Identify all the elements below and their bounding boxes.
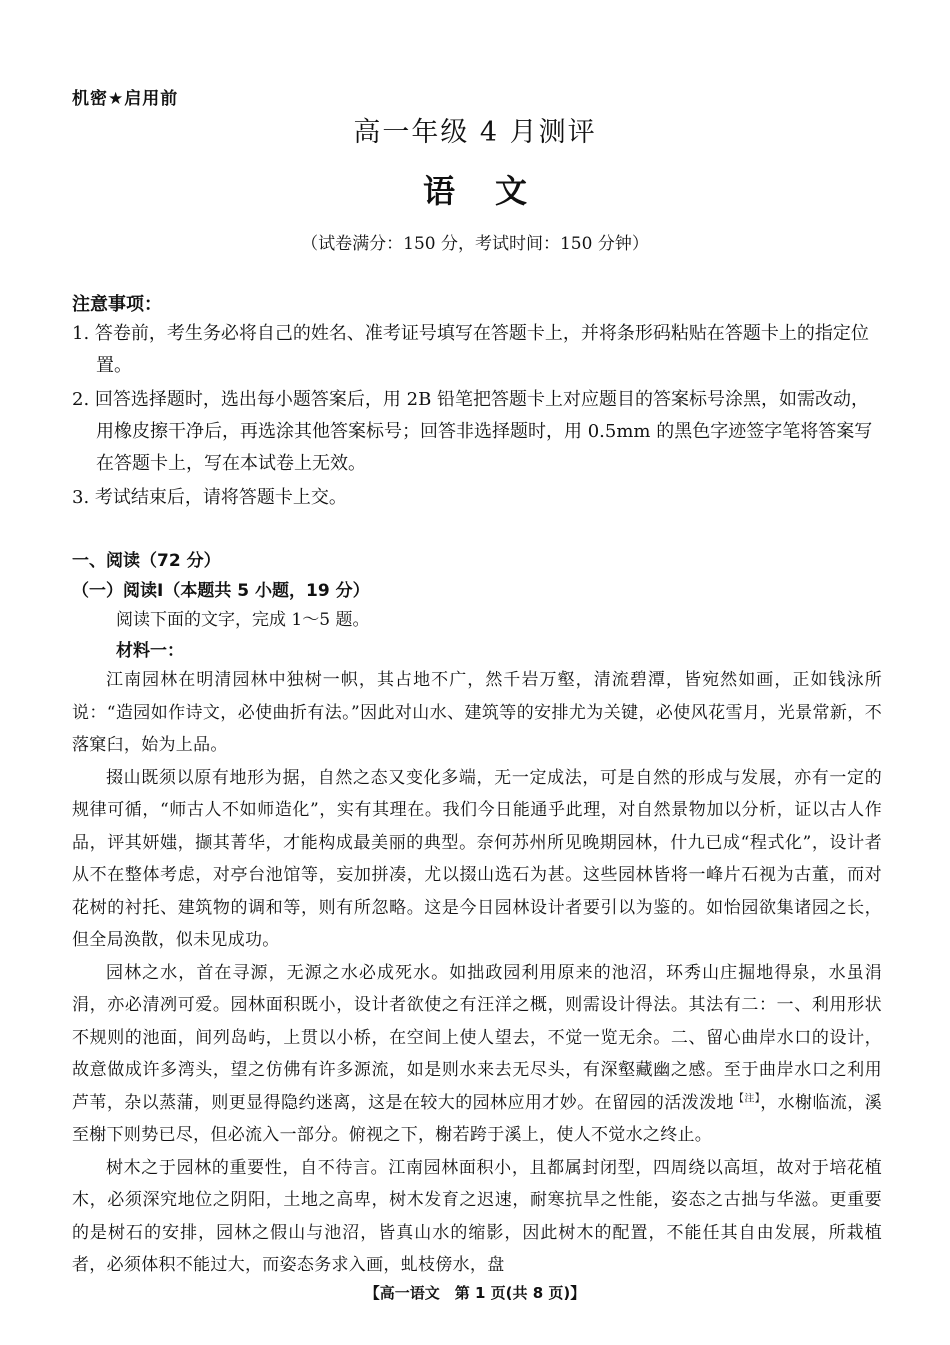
passage-text: 园林之水，首在寻源，无源之水必成死水。如拙政园利用原来的池沼，环秀山庄掘地得泉，水虽涓涓，亦必清冽可爱。园林面积既小，设计者欲使之有汪洋之概，则需设计得法。其法有二：一、利用形状不规则的池面，间列岛屿，上贯以小桥，在空间上使人望去，不觉一览无余。二、留心曲岸水口的设计，故意做成许多湾头，望之仿佛有许多源流，如是则水来去无尽头，有深壑藏幽之感。至于曲岸水口之利用芦苇，杂以蒸蒲，则更显得隐约迷离，这是在较大的园林应用才妙。在留园的活泼泼地 [72,962,882,1113]
exam-title: 高一年级 4 月测评 [353,117,597,148]
notice-heading: 注意事项： [72,294,162,315]
passage-paragraph: 掇山既须以原有地形为据，自然之态又变化多端，无一定成法，可是自然的形成与发展，亦有一定的规律可循，“师古人不如师造化”，实有其理在。我们今日能通乎此理，对自然景物加以分析，证以古人作品，评其妍媸，撷其菁华，才能构成最美丽的典型。奈何苏州所见晚期园林，什九已成“程式化”，设计者从不在整体考虑，对亭台池馆等，妄加拼凑，尤以掇山选石为甚。这些园林皆将一峰片石视为古董，而对花树的衬托、建筑物的调和等，则有所忽略。这是今日园林设计者要引以为鉴的。如怡园欲集诸园之长，但全局涣散，似未见成功。 [72,767,882,950]
section-heading: 一、阅读（72 分） [72,551,221,571]
subject-title: 语文 [422,172,567,210]
passage-paragraph: 树木之于园林的重要性，自不待言。江南园林面积小，且都属封闭型，四周绕以高垣，故对于培花植木，必须深究地位之阴阳，土地之高卑，树木发育之迟速，耐寒抗旱之性能，姿态之古拙与华滋。更重要的是树石的安排，园林之假山与池沼，皆真山水的缩影，因此树木的配置，不能任其自由发展，所栽植者，必须体积不能过大，而姿态务求入画，虬枝傍水，盘 [72,1157,882,1275]
notice-list [72,318,882,516]
page-footer: 【高一语文 第 1 页(共 8 页)】 [364,1284,586,1302]
exam-info: （试卷满分：150 分，考试时间：150 分钟） [301,234,649,254]
passage [72,664,882,1282]
passage-paragraph: 江南园林在明清园林中独树一帜，其占地不广，然千岩万壑，清流碧潭，皆宛然如画，正如钱泳所说：“造园如作诗文，必使曲折有法。”因此对山水、建筑等的安排尤为关键，必使风花雪月，光景常新，不落窠臼，始为上品。 [72,670,882,755]
passage-text: ，水榭临流，溪至榭下则势已尽，但必流入一部分。俯视之下，榭若跨于溪上，使人不觉水之终止。 [72,1092,882,1145]
passage-paragraph [72,957,882,1152]
notice-item: 1. 答卷前，考生务必将自己的姓名、准考证号填写在答题卡上，并将条形码粘贴在答题卡上的指定位置。 [72,323,869,376]
notice-item: 3. 考试结束后，请将答题卡上交。 [72,487,347,508]
material-label: 材料一： [116,641,184,661]
reading-instruction: 阅读下面的文字，完成 1～5 题。 [116,610,370,630]
footnote-marker: 【注】 [733,1092,761,1104]
subsection-heading: （一）阅读Ⅰ（本题共 5 小题，19 分） [72,581,370,601]
notice-item: 2. 回答选择题时，选出每小题答案后，用 2B 铅笔把答题卡上对应题目的答案标号涂黑，如需改动，用橡皮擦干净后，再选涂其他答案标号；回答非选择题时，用 0.5mm 的黑色字迹签字笔将答案写在答题卡上，写在本试卷上无效。 [72,389,873,474]
confidential-label: 机密★启用前 [72,89,179,109]
